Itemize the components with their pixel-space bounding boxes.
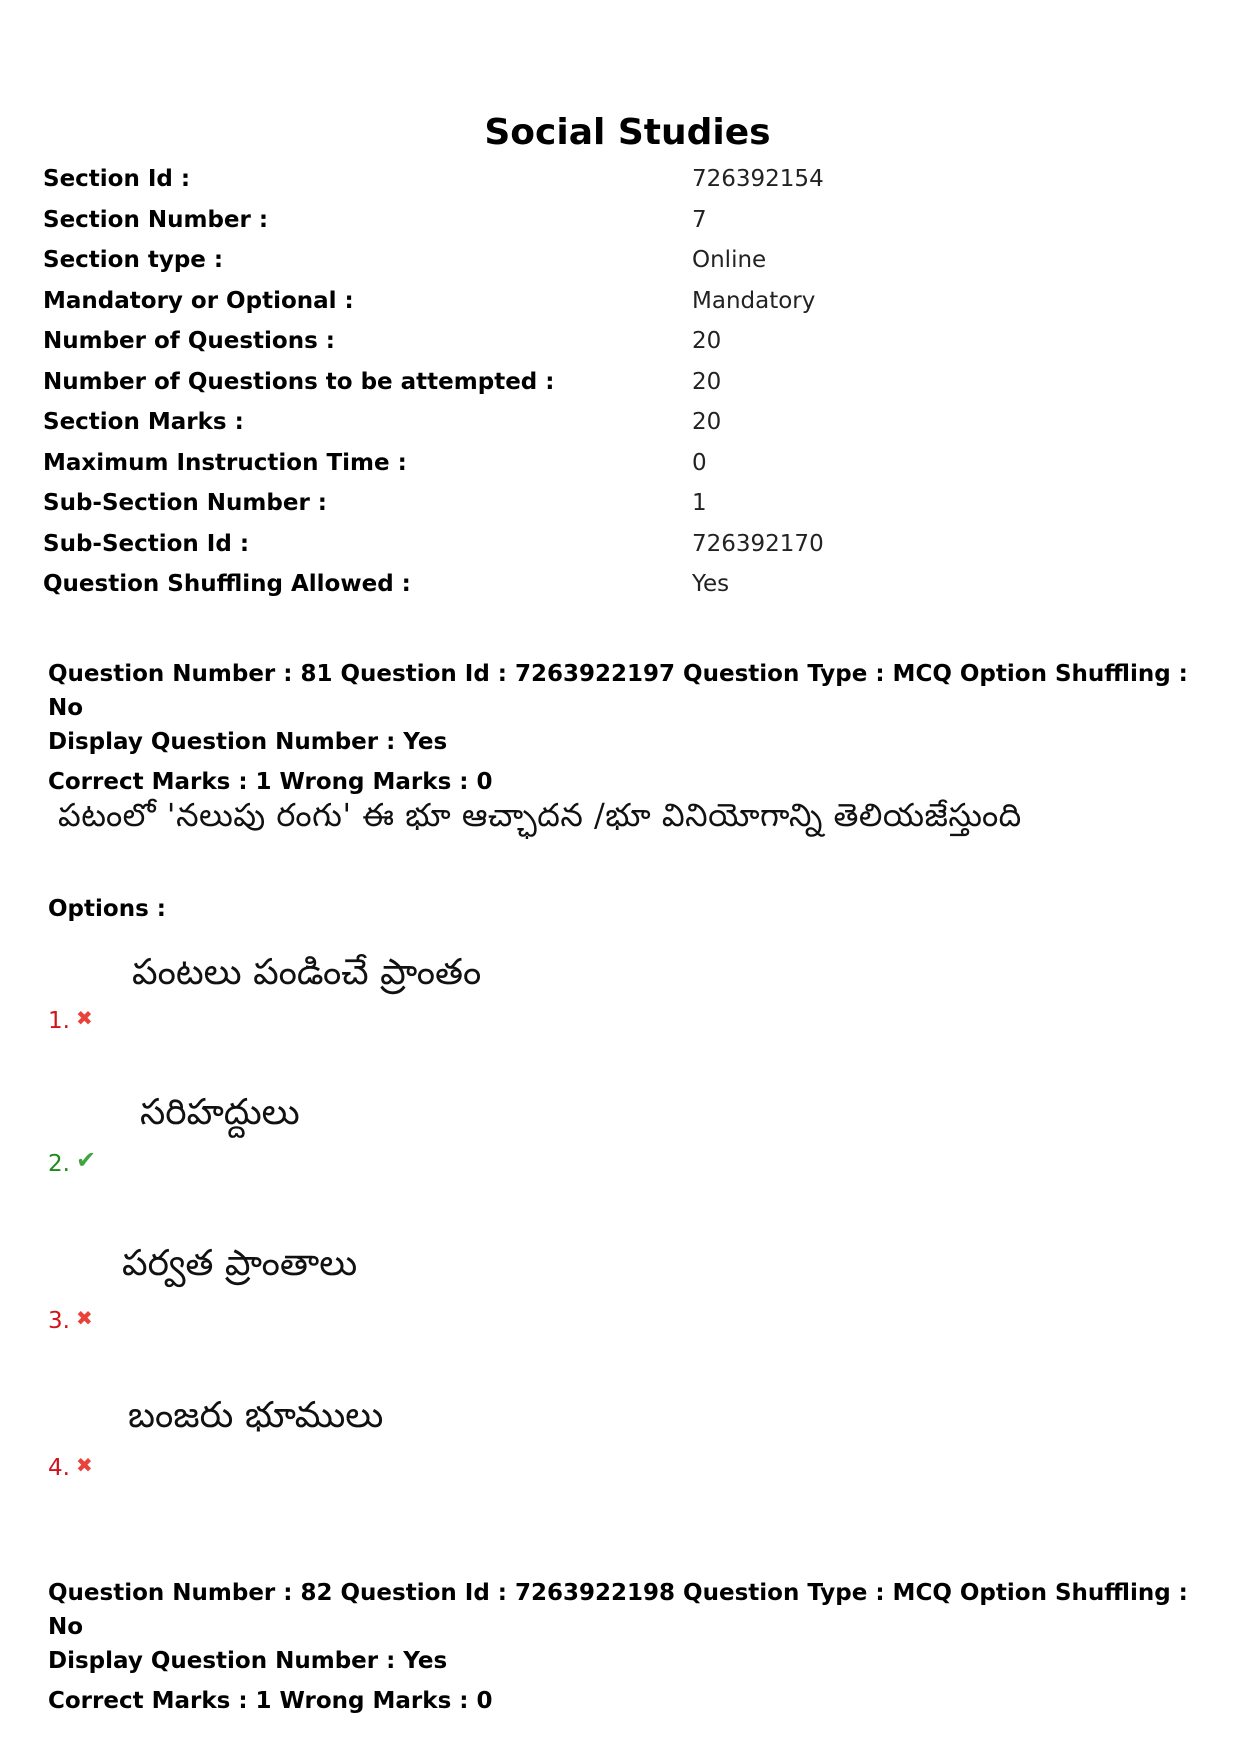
question-81-header <box>48 657 1188 799</box>
option-4-marker <box>48 1453 93 1481</box>
meta-value: 726392154 <box>692 166 824 192</box>
meta-label: Number of Questions to be attempted : <box>43 368 555 395</box>
option-3-text: పర్వత ప్రాంతాలు <box>122 1243 358 1284</box>
meta-value: 0 <box>692 449 707 476</box>
option-2-marker <box>48 1146 96 1177</box>
meta-row <box>43 409 1143 450</box>
check-icon: ✔ <box>75 1146 97 1174</box>
option-4-text: బంజరు భూములు <box>128 1395 384 1436</box>
question-81-header-line1: Question Number : 81 Question Id : 7263922197 Question Type : MCQ Option Shuffling : No <box>48 661 1188 721</box>
wrong-icon: ✖ <box>75 1453 93 1477</box>
question-82-header <box>48 1576 1188 1718</box>
meta-row <box>43 288 1143 329</box>
meta-value: Mandatory <box>692 287 816 314</box>
meta-label: Section type : <box>43 247 224 273</box>
meta-value: Yes <box>692 571 730 597</box>
page-title: Social Studies <box>484 112 771 153</box>
meta-label: Maximum Instruction Time : <box>43 449 407 476</box>
meta-value: 20 <box>692 328 722 354</box>
meta-label: Section Id : <box>43 166 191 192</box>
meta-row <box>43 369 1143 410</box>
meta-label: Question Shuffling Allowed : <box>43 571 411 597</box>
option-2-text: సరిహద్దులు <box>140 1092 300 1133</box>
meta-label: Section Marks : <box>43 409 244 435</box>
option-1-marker <box>48 1006 93 1034</box>
option-3-marker <box>48 1306 93 1334</box>
options-label: Options : <box>48 896 166 922</box>
meta-row <box>43 571 1143 612</box>
meta-label: Section Number : <box>43 206 269 233</box>
meta-value: Online <box>692 247 767 273</box>
meta-row <box>43 490 1143 531</box>
section-meta-table <box>43 166 1143 612</box>
question-81-header-line2: Display Question Number : Yes <box>48 729 448 755</box>
meta-value: 20 <box>692 409 722 435</box>
meta-row <box>43 166 1143 207</box>
question-81-marks: Correct Marks : 1 Wrong Marks : 0 <box>48 769 493 795</box>
meta-row <box>43 450 1143 491</box>
question-81-text: పటంలో 'నలుపు రంగు' ఈ భూ ఆచ్ఛాదన /భూ వినియోగాన్ని తెలియజేస్తుంది <box>58 796 1022 834</box>
option-4-number: 4. <box>48 1455 70 1481</box>
meta-label: Sub-Section Id : <box>43 530 250 557</box>
meta-label: Sub-Section Number : <box>43 490 328 516</box>
question-82-header-line1: Question Number : 82 Question Id : 7263922198 Question Type : MCQ Option Shuffling : No <box>48 1580 1188 1640</box>
question-82-header-line2: Display Question Number : Yes <box>48 1648 448 1674</box>
meta-value: 1 <box>692 490 707 516</box>
meta-row <box>43 207 1143 248</box>
meta-label: Number of Questions : <box>43 328 335 354</box>
option-1-number: 1. <box>48 1008 70 1034</box>
meta-row <box>43 328 1143 369</box>
meta-value: 726392170 <box>692 530 824 557</box>
meta-row <box>43 531 1143 572</box>
meta-label: Mandatory or Optional : <box>43 287 354 314</box>
meta-value: 20 <box>692 368 722 395</box>
question-82-marks: Correct Marks : 1 Wrong Marks : 0 <box>48 1688 493 1714</box>
meta-row <box>43 247 1143 288</box>
wrong-icon: ✖ <box>75 1306 93 1330</box>
option-1-text: పంటలు పండించే ప్రాంతం <box>132 952 482 993</box>
option-3-number: 3. <box>48 1308 70 1334</box>
meta-value: 7 <box>692 206 707 233</box>
option-2-number: 2. <box>48 1151 70 1177</box>
wrong-icon: ✖ <box>75 1006 93 1030</box>
